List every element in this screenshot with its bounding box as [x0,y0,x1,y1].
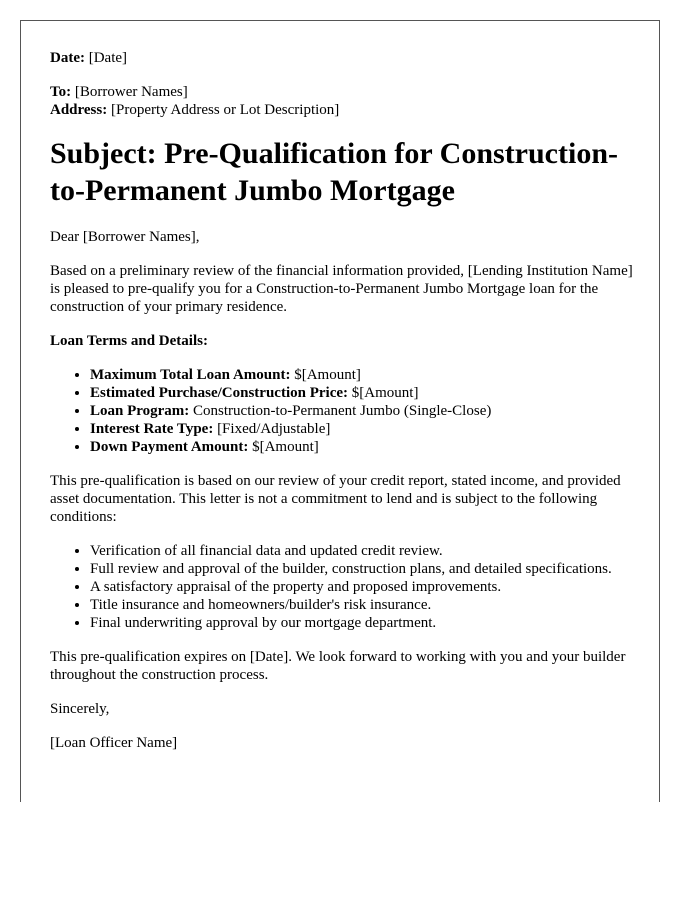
list-item [90,384,640,402]
term-label: Down Payment Amount: [90,439,249,455]
letter-content [50,49,640,768]
terms-heading [50,332,640,350]
term-value: Construction-to-Permanent Jumbo (Single-Close) [193,403,492,419]
salutation: Dear [Borrower Names], [50,229,200,245]
list-item [90,366,640,384]
list-item [90,438,640,456]
term-label: Interest Rate Type: [90,421,214,437]
date-label: Date: [50,50,85,66]
conditions-list [50,542,640,632]
term-value: $[Amount] [252,439,319,455]
list-item: • Title insurance and homeowners/builder's risk insurance. [90,596,640,614]
address-line [50,101,640,119]
signer-name: [Loan Officer Name] [50,735,178,751]
list-item: • Final underwriting approval by our mortgage department. [90,614,640,632]
term-value: $[Amount] [351,385,419,401]
list-item: • Full review and approval of the builder, construction plans, and detailed specifications. [90,560,640,578]
list-item [90,420,640,438]
list-item: • Verification of all financial data and updated credit review. [90,542,640,560]
address-label: Address: [50,102,108,118]
to-label: To: [50,84,72,100]
address-value: [Property Address or Lot Description] [110,102,340,118]
term-label: Loan Program: [90,403,190,419]
subject-heading: Subject: Pre-Qualification for Construction-to-Permanent Jumbo Mortgage [50,137,618,207]
term-value: [Fixed/Adjustable] [217,421,331,437]
date-line [50,49,640,67]
to-line [50,83,640,101]
term-label: Maximum Total Loan Amount: [90,367,291,383]
date-value: [Date] [88,50,128,66]
letter-page [20,20,660,802]
terms-heading-text: Loan Terms and Details: [50,333,208,349]
closing-paragraph: This pre-qualification expires on [Date]. We look forward to working with you and your builder throughout the construction process. [50,649,626,683]
intro-paragraph: Based on a preliminary review of the financial information provided, [Lending Institution Name] is pleased to pre-qualify you for a Construction-to-Permanent Jumbo Mortgage loan for the construction of your primary residence. [50,263,633,315]
list-item [90,402,640,420]
signoff: Sincerely, [50,701,110,717]
to-value: [Borrower Names] [74,84,188,100]
term-value: $[Amount] [294,367,361,383]
term-label: Estimated Purchase/Construction Price: [90,385,349,401]
loan-terms-list [50,366,640,456]
conditions-intro: This pre-qualification is based on our review of your credit report, stated income, and provided asset documentation. This letter is not a commitment to lend and is subject to the following conditions: [50,473,621,525]
list-item: • A satisfactory appraisal of the property and proposed improvements. [90,578,640,596]
recipient-block [50,83,640,119]
